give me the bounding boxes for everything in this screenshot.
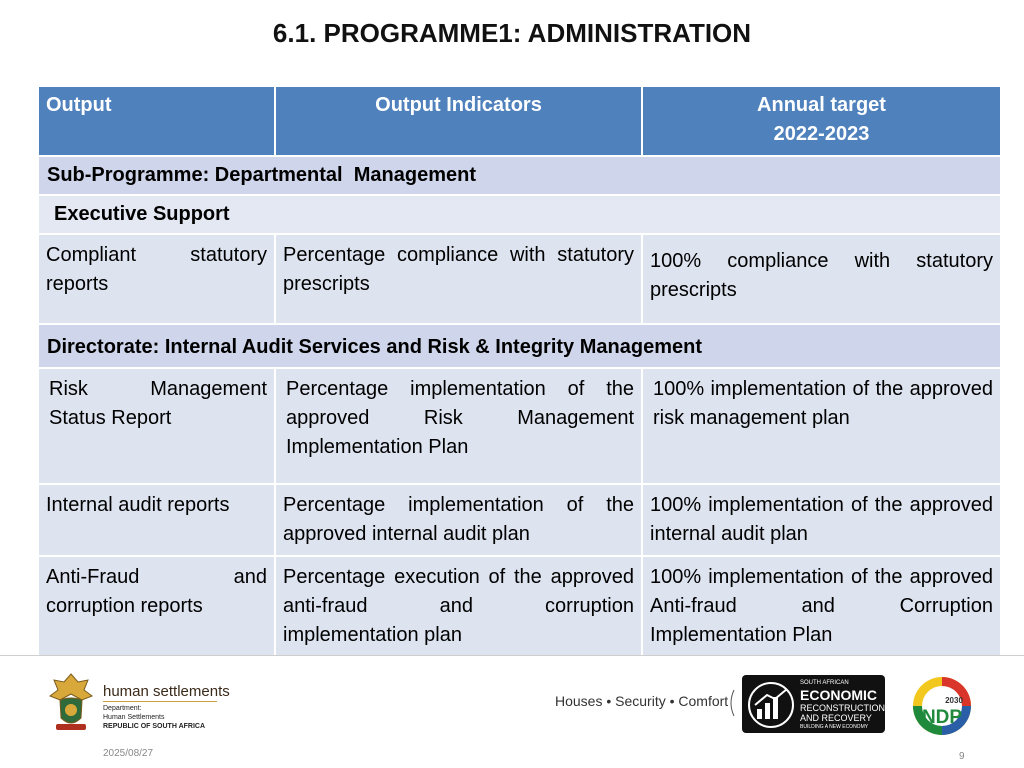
executive-support-heading: Executive Support <box>38 195 1001 234</box>
subprogramme-heading: Sub-Programme: Departmental Management <box>38 156 1001 195</box>
erp-line2: ECONOMIC <box>800 687 877 703</box>
department-name: human settlements <box>103 683 230 700</box>
table-row <box>38 556 1001 657</box>
slide-date: 2025/08/27 <box>103 748 154 759</box>
table-row <box>38 484 1001 556</box>
page-title: 6.1. PROGRAMME1: ADMINISTRATION <box>272 18 752 48</box>
header-output: Output <box>38 86 275 156</box>
table-row <box>38 368 1001 484</box>
bracket-icon <box>726 688 736 718</box>
row1-indicator: Percentage compliance with statutory prescripts <box>275 234 642 324</box>
directorate-row <box>38 324 1001 368</box>
ndp-text: NDP <box>921 707 963 728</box>
row2-indicator: Percentage implementation of the approved Risk Management Implementation Plan <box>275 368 642 484</box>
department-line2: Human Settlements <box>103 714 165 721</box>
row3-indicator: Percentage implementation of the approved internal audit plan <box>275 484 642 556</box>
row2-target: 100% implementation of the approved risk management plan <box>642 368 1001 484</box>
row3-output: Internal audit reports <box>38 484 275 556</box>
row4-target: 100% implementation of the approved Anti-fraud and Corruption Implementation Plan <box>642 556 1001 657</box>
programme-table <box>37 85 1002 658</box>
row3-target: 100% implementation of the approved internal audit plan <box>642 484 1001 556</box>
header-annual-target <box>642 86 1001 156</box>
erp-line1: SOUTH AFRICAN <box>800 680 849 686</box>
erp-line5: BUILDING A NEW ECONOMY <box>800 724 869 730</box>
department-underline <box>103 701 217 702</box>
row2-output: Risk Management Status Report <box>38 368 275 484</box>
page-number: 9 <box>959 751 965 762</box>
table-header-row <box>38 86 1001 156</box>
recovery-graph-icon <box>747 681 795 729</box>
erp-line3: RECONSTRUCTION <box>800 703 885 713</box>
header-output-indicators: Output Indicators <box>275 86 642 156</box>
erp-line4: AND RECOVERY <box>800 713 872 723</box>
department-label <box>103 704 205 731</box>
row4-indicator: Percentage execution of the approved anti-fraud and corruption implementation plan <box>275 556 642 657</box>
department-line1: Department: <box>103 705 142 712</box>
directorate-heading: Directorate: Internal Audit Services and Risk & Integrity Management <box>38 324 1001 368</box>
header-annual-target-line1: Annual target <box>757 94 886 116</box>
row4-output: Anti-Fraud and corruption reports <box>38 556 275 657</box>
coat-of-arms-icon <box>48 672 94 734</box>
table-row <box>38 234 1001 324</box>
department-line3: REPUBLIC OF SOUTH AFRICA <box>103 723 206 730</box>
header-annual-target-line2: 2022-2023 <box>773 123 870 145</box>
row1-output: Compliant statutory reports <box>38 234 275 324</box>
ndp-year: 2030 <box>945 696 963 705</box>
subprogramme-row <box>38 156 1001 195</box>
ndp-logo <box>910 675 974 737</box>
executive-support-row <box>38 195 1001 234</box>
footer-divider <box>0 655 1024 656</box>
slogan: Houses • Security • Comfort <box>555 693 729 709</box>
erp-logo <box>742 675 885 733</box>
row1-target: 100% compliance with statutory prescripts <box>642 234 1001 324</box>
